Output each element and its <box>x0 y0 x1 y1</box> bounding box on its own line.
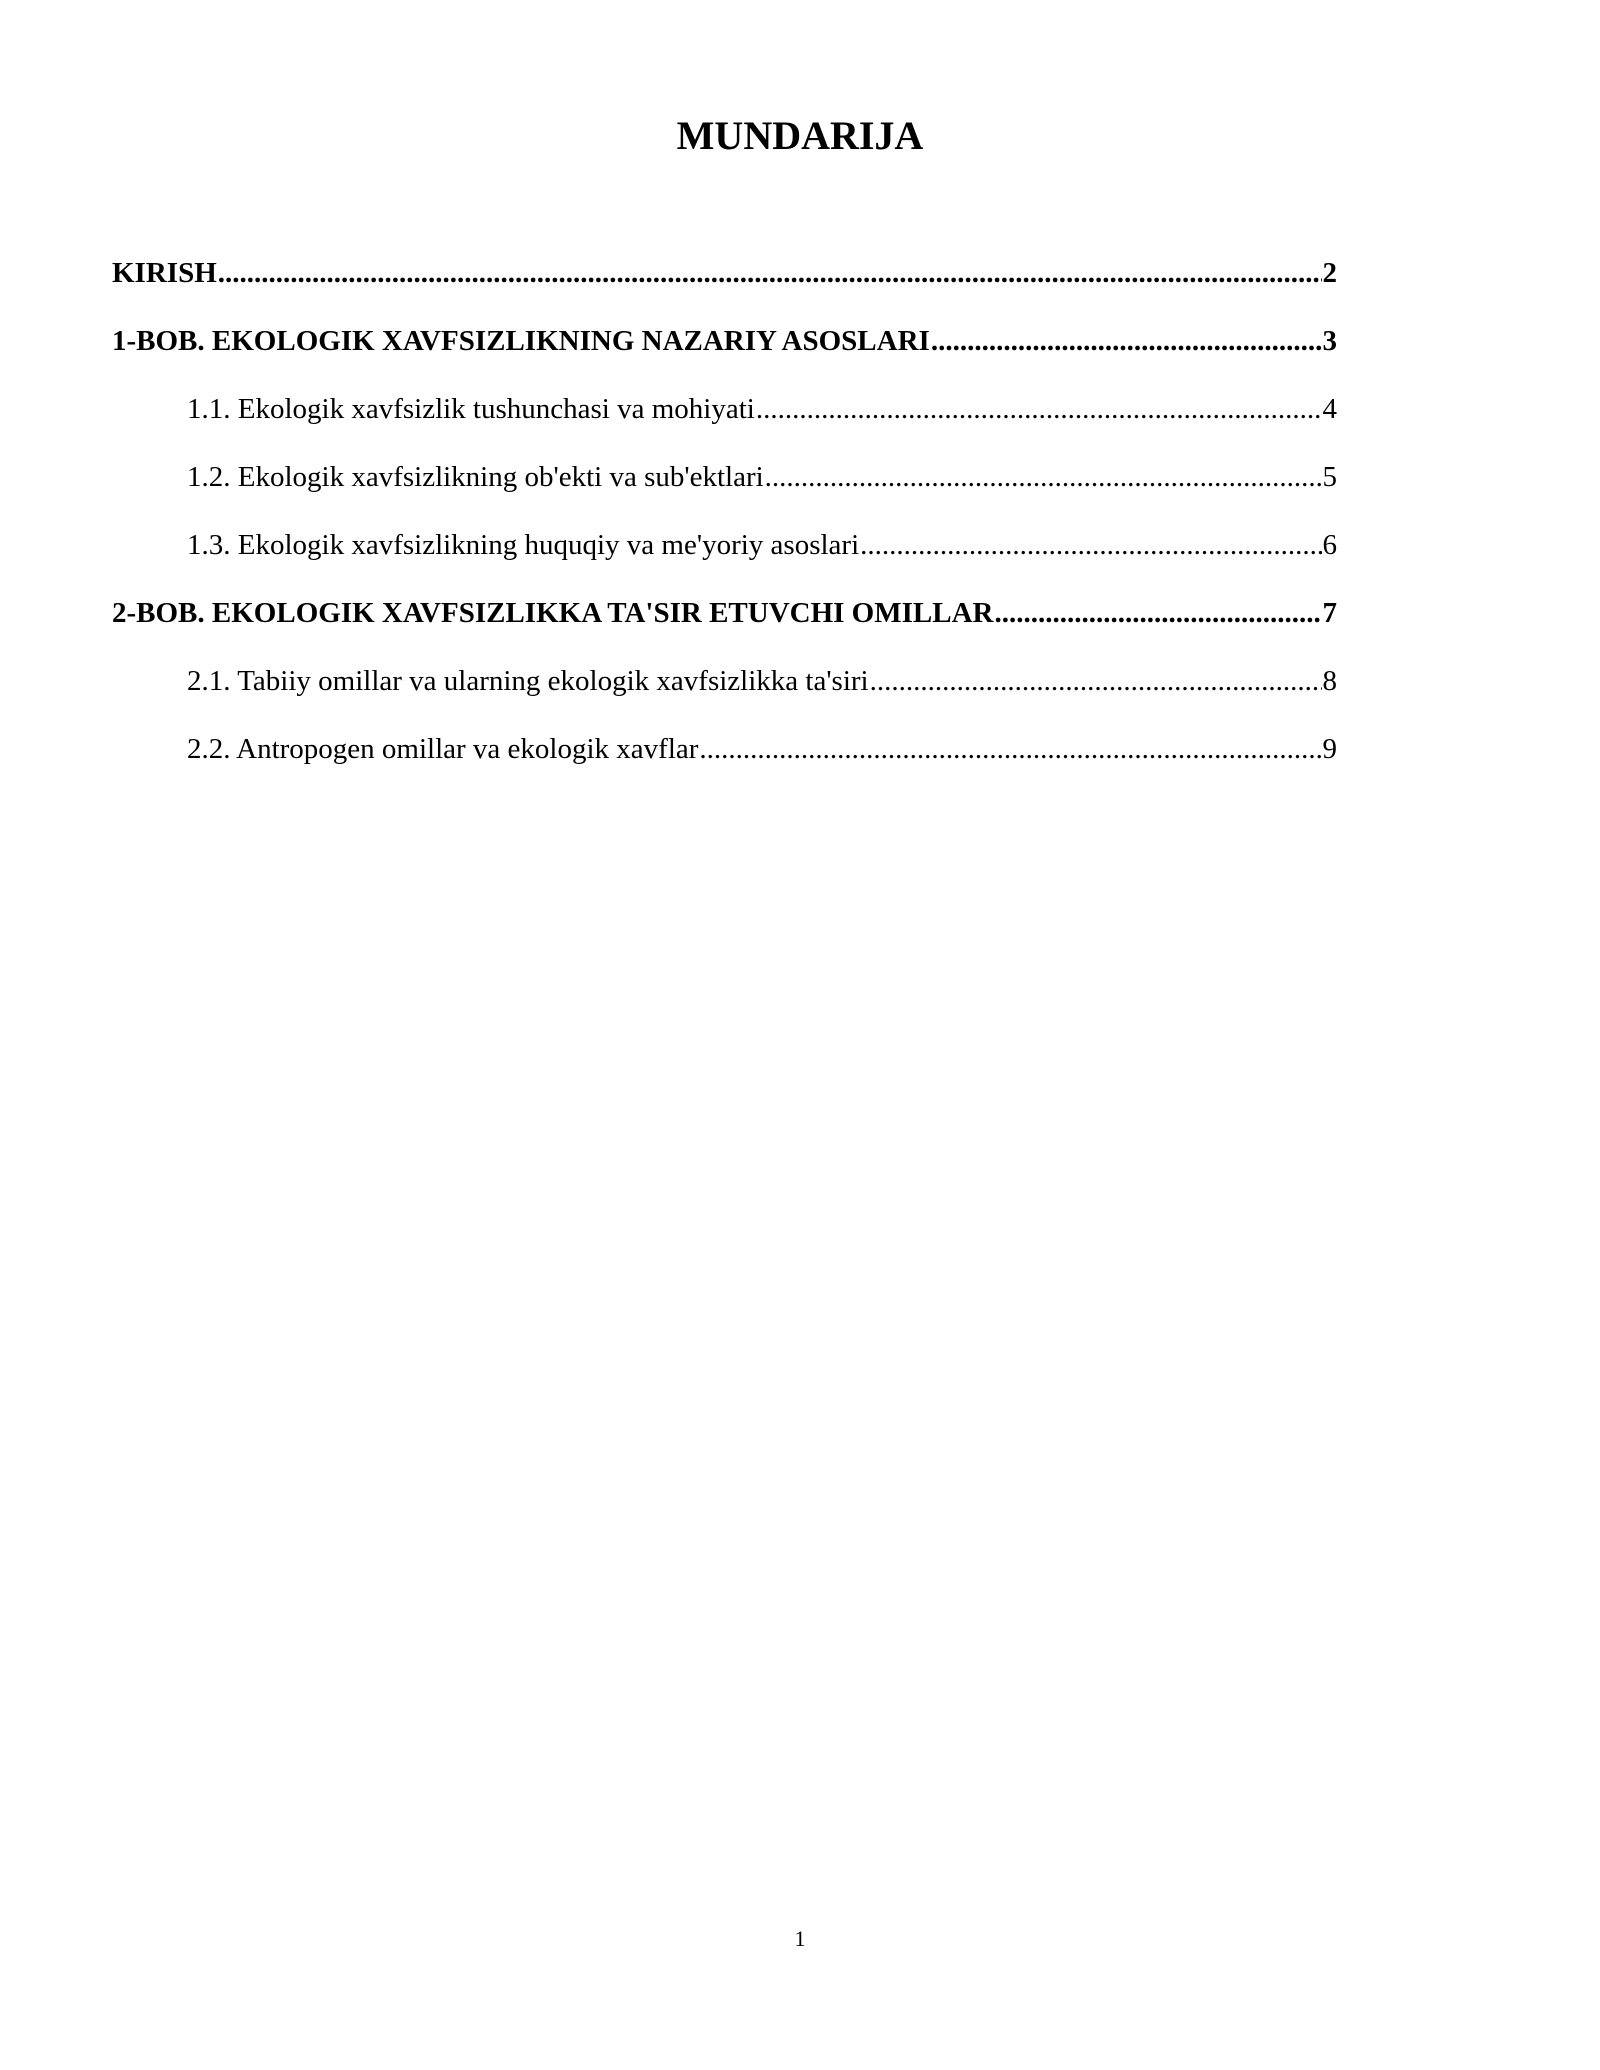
toc-entry-label: 2-BOB. EKOLOGIK XAVFSIZLIKKA TA'SIR ETUVCHI OMILLAR <box>112 597 994 629</box>
toc-entry-section-1-3[interactable] <box>112 525 1337 593</box>
toc-entry-page: 4 <box>1322 393 1337 425</box>
toc-entry-section-1-2[interactable] <box>112 457 1337 525</box>
toc-entry-label: 2.2. Antropogen omillar va ekologik xavflar <box>187 733 699 765</box>
toc-dot-leader <box>870 661 1322 701</box>
page-title: MUNDARIJA <box>676 113 924 158</box>
toc-entry-kirish[interactable] <box>112 253 1337 321</box>
toc-entry-page: 8 <box>1322 665 1337 697</box>
toc-entry-page: 9 <box>1322 733 1337 765</box>
toc-dot-leader <box>756 389 1322 429</box>
toc-dot-leader <box>994 593 1321 633</box>
toc-entry-page: 5 <box>1322 461 1337 493</box>
toc-entry-label: 1-BOB. EKOLOGIK XAVFSIZLIKNING NAZARIY ASOSLARI <box>112 325 930 357</box>
toc-dot-leader <box>218 253 1322 293</box>
toc-dot-leader <box>699 729 1321 769</box>
toc-entry-label: 2.1. Tabiiy omillar va ularning ekologik xavfsizlikka ta'siri <box>187 665 869 697</box>
toc-entry-page: 3 <box>1322 325 1337 357</box>
toc-entry-section-2-2[interactable] <box>112 729 1337 797</box>
toc-entry-page: 2 <box>1322 257 1337 289</box>
toc-dot-leader <box>765 457 1322 497</box>
toc-entry-section-2-1[interactable] <box>112 661 1337 729</box>
toc-entry-chapter-2[interactable] <box>112 593 1337 661</box>
toc-entry-chapter-1[interactable] <box>112 321 1337 389</box>
toc-entry-label: 1.2. Ekologik xavfsizlikning ob'ekti va sub'ektlari <box>187 461 764 493</box>
toc-entry-page: 7 <box>1322 597 1337 629</box>
toc-entry-label: 1.3. Ekologik xavfsizlikning huquqiy va me'yoriy asoslari <box>187 529 860 561</box>
page-number: 1 <box>794 1926 806 1951</box>
toc-entry-label: KIRISH <box>112 257 217 289</box>
toc-entry-page: 6 <box>1322 529 1337 561</box>
toc-entry-section-1-1[interactable] <box>112 389 1337 457</box>
toc-entry-label: 1.1. Ekologik xavfsizlik tushunchasi va mohiyati <box>187 393 755 425</box>
toc-dot-leader <box>931 321 1322 361</box>
toc-dot-leader <box>860 525 1321 565</box>
table-of-contents <box>112 253 1337 797</box>
